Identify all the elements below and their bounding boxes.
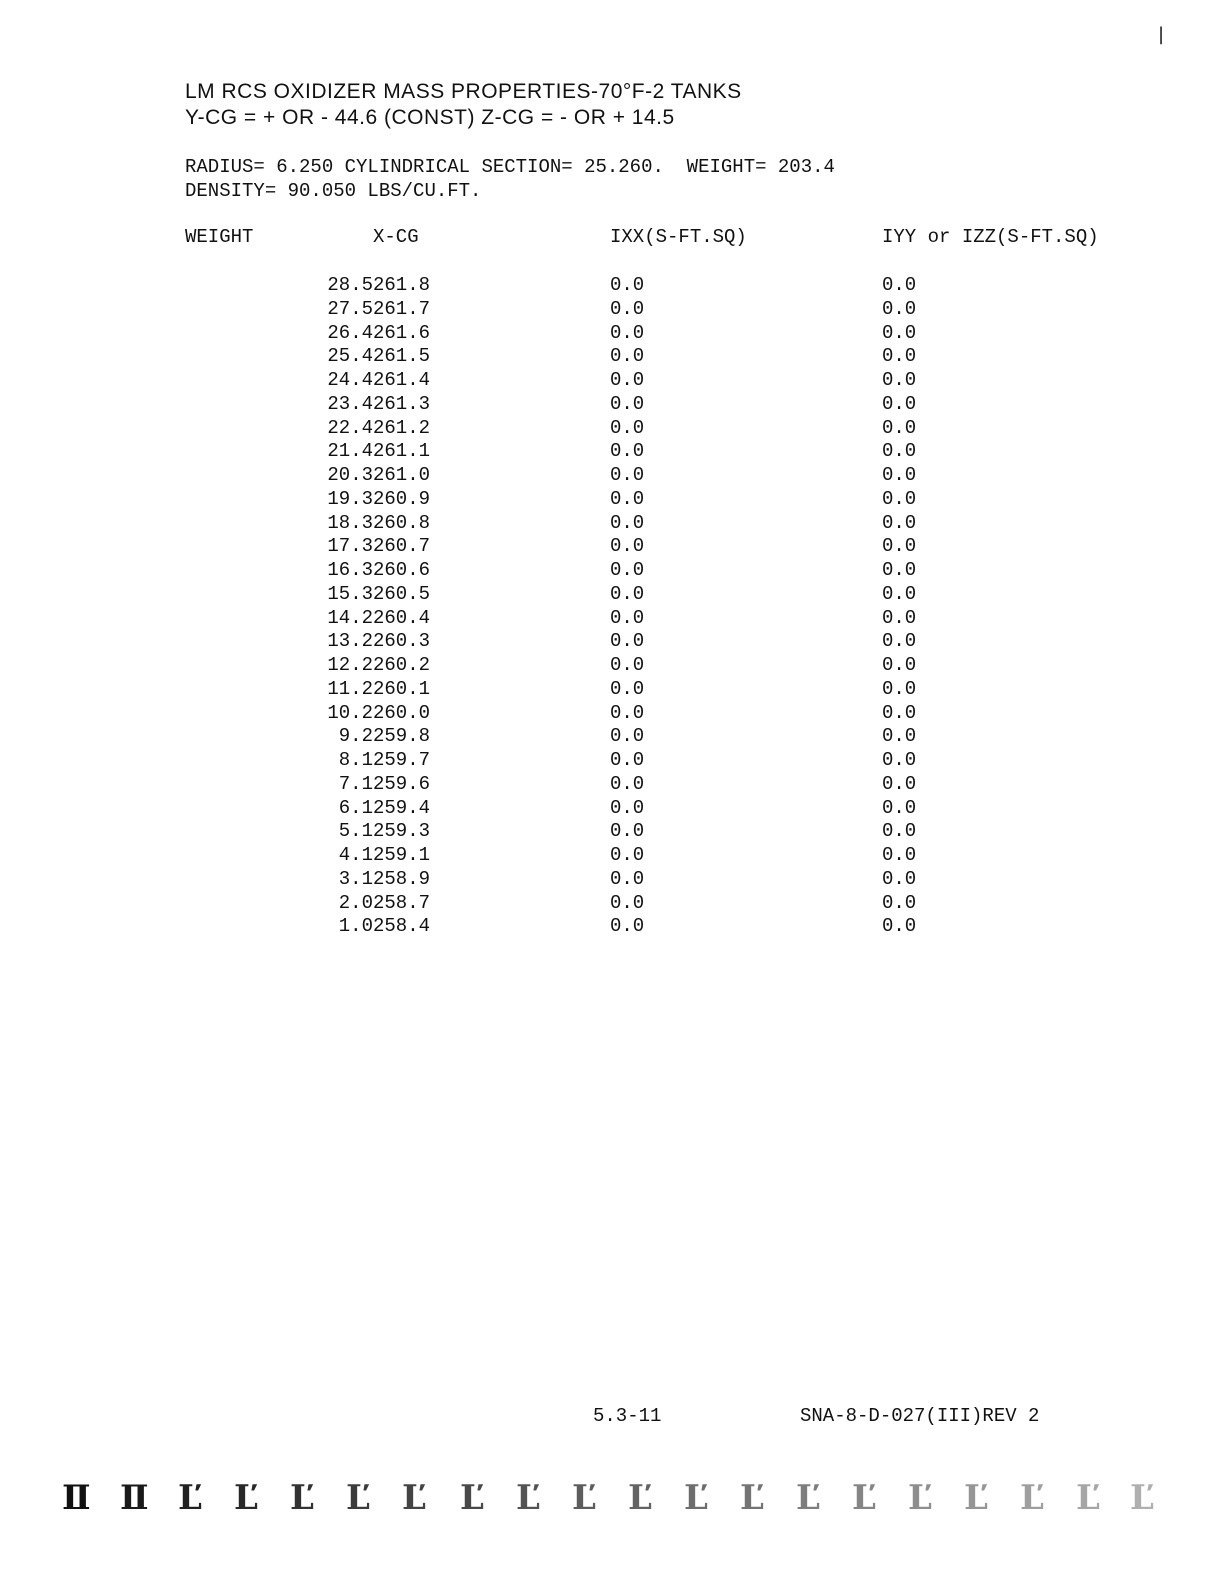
cell-iyy-izz: 0.0 <box>882 867 917 890</box>
scan-mark: Ľ <box>964 1478 988 1518</box>
cell-iyy-izz: 0.0 <box>882 559 917 581</box>
cell-iyy-izz: 0.0 <box>882 725 917 748</box>
scan-mark: Ľ <box>1020 1478 1044 1518</box>
cell-ixx: 0.0 <box>610 654 645 676</box>
cell-ixx: 0.0 <box>610 915 645 938</box>
cell-weight: 10.2 <box>327 701 373 724</box>
cell-ixx: 0.0 <box>610 772 645 795</box>
scan-mark: Ľ <box>740 1478 764 1518</box>
scan-mark: Ľ <box>684 1478 708 1518</box>
cell-iyy-izz: 0.0 <box>882 749 917 771</box>
column-header-iyy-izz: IYY or IZZ(S-FT.SQ) <box>882 226 1099 248</box>
column-header-weight: WEIGHT <box>185 226 254 248</box>
cell-weight: 24.4 <box>327 369 373 391</box>
cell-weight: 17.3 <box>327 535 373 558</box>
tank-parameters-line: RADIUS= 6.250 CYLINDRICAL SECTION= 25.260. WEIGHT= 203.4 <box>185 156 835 178</box>
cell-iyy-izz: 0.0 <box>882 796 917 819</box>
table-header-row <box>185 226 1122 250</box>
cell-weight: 7.1 <box>338 772 373 795</box>
table-row <box>185 464 1122 488</box>
cell-iyy-izz: 0.0 <box>882 915 917 938</box>
cell-xcg: 260.0 <box>373 701 431 724</box>
cell-iyy-izz: 0.0 <box>882 487 917 510</box>
cell-xcg: 260.4 <box>373 606 431 629</box>
table-row <box>185 417 1122 441</box>
table-row <box>185 607 1122 631</box>
table-row <box>185 868 1122 892</box>
cell-ixx: 0.0 <box>610 345 645 368</box>
page-number: 5.3-11 <box>593 1405 662 1427</box>
cell-weight: 25.4 <box>327 345 373 368</box>
column-header-xcg: X-CG <box>373 226 419 248</box>
cell-ixx: 0.0 <box>610 440 645 463</box>
scan-mark: Ľ <box>628 1478 652 1518</box>
table-row <box>185 345 1122 369</box>
table-row <box>185 915 1122 939</box>
cell-iyy-izz: 0.0 <box>882 772 917 795</box>
cell-xcg: 260.1 <box>373 677 431 700</box>
table-row <box>185 725 1122 749</box>
cell-xcg: 260.5 <box>373 582 431 605</box>
cell-iyy-izz: 0.0 <box>882 701 917 724</box>
cell-weight: 6.1 <box>338 796 373 819</box>
table-row <box>185 583 1122 607</box>
cell-ixx: 0.0 <box>610 487 645 510</box>
cell-xcg: 259.4 <box>373 796 431 819</box>
mass-properties-table <box>185 226 1122 939</box>
cell-iyy-izz: 0.0 <box>882 464 917 486</box>
cell-weight: 19.3 <box>327 487 373 510</box>
table-row <box>185 298 1122 322</box>
column-header-ixx: IXX(S-FT.SQ) <box>610 226 747 248</box>
cell-weight: 27.5 <box>327 297 373 320</box>
cell-ixx: 0.0 <box>610 582 645 605</box>
cell-iyy-izz: 0.0 <box>882 297 917 320</box>
cell-xcg: 261.4 <box>373 369 431 391</box>
table-row <box>185 440 1122 464</box>
table-row <box>185 488 1122 512</box>
cell-ixx: 0.0 <box>610 701 645 724</box>
table-row <box>185 773 1122 797</box>
scan-mark: Ľ <box>852 1478 876 1518</box>
table-row <box>185 654 1122 678</box>
cell-xcg: 261.5 <box>373 345 431 368</box>
table-row <box>185 274 1122 298</box>
cell-ixx: 0.0 <box>610 416 645 439</box>
cell-ixx: 0.0 <box>610 677 645 700</box>
table-row <box>185 512 1122 536</box>
cell-ixx: 0.0 <box>610 464 645 486</box>
table-row <box>185 393 1122 417</box>
scan-mark: Ľ <box>178 1478 202 1518</box>
page-title: LM RCS OXIDIZER MASS PROPERTIES-70°F-2 TANKS <box>185 80 742 103</box>
cell-iyy-izz: 0.0 <box>882 392 917 415</box>
table-row <box>185 678 1122 702</box>
scan-mark: Ľ <box>290 1478 314 1518</box>
cell-xcg: 260.3 <box>373 630 431 653</box>
table-row <box>185 322 1122 346</box>
cell-weight: 4.1 <box>338 844 373 866</box>
density-line: DENSITY= 90.050 LBS/CU.FT. <box>185 180 482 202</box>
cell-ixx: 0.0 <box>610 606 645 629</box>
cell-iyy-izz: 0.0 <box>882 416 917 439</box>
cell-iyy-izz: 0.0 <box>882 440 917 463</box>
cell-iyy-izz: 0.0 <box>882 274 917 296</box>
corner-mark: | <box>1158 24 1165 45</box>
cell-ixx: 0.0 <box>610 630 645 653</box>
cell-weight: 26.4 <box>327 321 373 344</box>
scan-mark: Ľ <box>402 1478 426 1518</box>
cell-ixx: 0.0 <box>610 725 645 748</box>
cell-weight: 28.5 <box>327 274 373 296</box>
cell-xcg: 261.8 <box>373 274 431 296</box>
scan-mark: Ľ <box>908 1478 932 1518</box>
cell-iyy-izz: 0.0 <box>882 654 917 676</box>
cell-weight: 1.0 <box>338 915 373 938</box>
cell-xcg: 260.7 <box>373 535 431 558</box>
table-row <box>185 820 1122 844</box>
cell-ixx: 0.0 <box>610 844 645 866</box>
cell-iyy-izz: 0.0 <box>882 844 917 866</box>
cell-iyy-izz: 0.0 <box>882 630 917 653</box>
cell-xcg: 259.1 <box>373 844 431 866</box>
cell-weight: 14.2 <box>327 606 373 629</box>
cell-weight: 9.2 <box>338 725 373 748</box>
cell-xcg: 260.9 <box>373 487 431 510</box>
table-row <box>185 630 1122 654</box>
table-body <box>185 274 1122 939</box>
cell-ixx: 0.0 <box>610 559 645 581</box>
cell-xcg: 258.4 <box>373 915 431 938</box>
scan-mark: Ⅱ <box>62 1478 91 1518</box>
cell-xcg: 259.8 <box>373 725 431 748</box>
cell-ixx: 0.0 <box>610 820 645 843</box>
cell-xcg: 258.9 <box>373 867 431 890</box>
cell-iyy-izz: 0.0 <box>882 369 917 391</box>
scan-mark: Ľ <box>1076 1478 1100 1518</box>
table-row <box>185 844 1122 868</box>
table-row <box>185 749 1122 773</box>
cell-xcg: 259.7 <box>373 749 431 771</box>
scan-mark: Ľ <box>460 1478 484 1518</box>
table-row <box>185 892 1122 916</box>
cell-weight: 18.3 <box>327 511 373 534</box>
table-row <box>185 559 1122 583</box>
cell-ixx: 0.0 <box>610 796 645 819</box>
cell-weight: 13.2 <box>327 630 373 653</box>
cell-weight: 5.1 <box>338 820 373 843</box>
cell-weight: 8.1 <box>338 749 373 771</box>
page-subtitle: Y-CG = + OR - 44.6 (CONST) Z-CG = - OR + 14.5 <box>185 106 675 129</box>
cell-xcg: 259.6 <box>373 772 431 795</box>
cell-weight: 22.4 <box>327 416 373 439</box>
cell-iyy-izz: 0.0 <box>882 606 917 629</box>
cell-iyy-izz: 0.0 <box>882 820 917 843</box>
cell-weight: 16.3 <box>327 559 373 581</box>
cell-xcg: 261.0 <box>373 464 431 486</box>
cell-ixx: 0.0 <box>610 369 645 391</box>
scan-mark: Ⅱ <box>120 1478 149 1518</box>
cell-iyy-izz: 0.0 <box>882 511 917 534</box>
cell-iyy-izz: 0.0 <box>882 535 917 558</box>
cell-weight: 23.4 <box>327 392 373 415</box>
cell-ixx: 0.0 <box>610 749 645 771</box>
scan-mark: Ľ <box>234 1478 258 1518</box>
cell-ixx: 0.0 <box>610 511 645 534</box>
cell-ixx: 0.0 <box>610 535 645 558</box>
cell-iyy-izz: 0.0 <box>882 345 917 368</box>
cell-xcg: 261.2 <box>373 416 431 439</box>
scan-edge-marks <box>62 1478 1162 1518</box>
cell-xcg: 258.7 <box>373 891 431 914</box>
cell-iyy-izz: 0.0 <box>882 891 917 914</box>
cell-ixx: 0.0 <box>610 392 645 415</box>
cell-ixx: 0.0 <box>610 274 645 296</box>
cell-xcg: 261.7 <box>373 297 431 320</box>
cell-iyy-izz: 0.0 <box>882 321 917 344</box>
cell-weight: 2.0 <box>338 891 373 914</box>
cell-weight: 3.1 <box>338 867 373 890</box>
cell-weight: 20.3 <box>327 464 373 486</box>
cell-iyy-izz: 0.0 <box>882 677 917 700</box>
scan-mark: Ľ <box>572 1478 596 1518</box>
cell-ixx: 0.0 <box>610 297 645 320</box>
scan-mark: Ľ <box>346 1478 370 1518</box>
cell-ixx: 0.0 <box>610 321 645 344</box>
cell-xcg: 260.2 <box>373 654 431 676</box>
cell-xcg: 261.3 <box>373 392 431 415</box>
cell-iyy-izz: 0.0 <box>882 582 917 605</box>
cell-weight: 11.2 <box>327 677 373 700</box>
cell-ixx: 0.0 <box>610 891 645 914</box>
cell-xcg: 260.8 <box>373 511 431 534</box>
cell-ixx: 0.0 <box>610 867 645 890</box>
cell-xcg: 260.6 <box>373 559 431 581</box>
table-row <box>185 797 1122 821</box>
scan-mark: Ľ <box>796 1478 820 1518</box>
cell-xcg: 261.1 <box>373 440 431 463</box>
cell-weight: 12.2 <box>327 654 373 676</box>
table-row <box>185 369 1122 393</box>
cell-xcg: 259.3 <box>373 820 431 843</box>
table-row <box>185 702 1122 726</box>
cell-weight: 21.4 <box>327 440 373 463</box>
scan-mark: Ľ <box>516 1478 540 1518</box>
scan-mark: Ľ <box>1130 1478 1154 1518</box>
cell-xcg: 261.6 <box>373 321 431 344</box>
table-row <box>185 535 1122 559</box>
cell-weight: 15.3 <box>327 582 373 605</box>
document-id: SNA-8-D-027(III)REV 2 <box>800 1405 1040 1427</box>
